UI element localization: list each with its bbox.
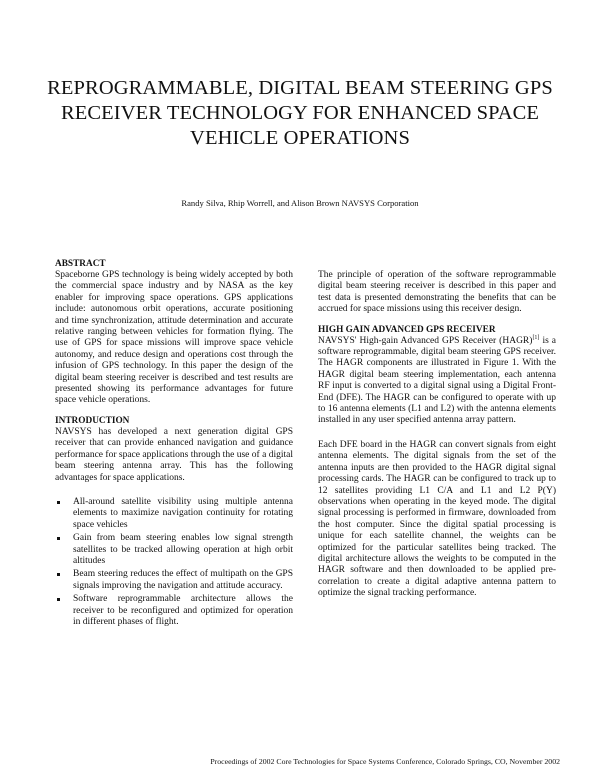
dfe-paragraph: Each DFE board in the HAGR can convert signals from eight antenna elements. The digital signals from the set of the antenna inputs are then provided to the HAGR digital signal processing cards. The HAGR can be configured to track up to 12 satellites providing L1 C/A and L1 and L2 P(Y) observations when operating in the keyed mode. The digital signal processing is performed in firmware, downloaded from the host computer. Since the digital spatial processing is unique for each satellite channel, the weights can be optimized for the particular satellites being tracked. The digital architecture allows the weights to be computed in the HAGR software and then downloaded to be applied pre-correlation to create a digital adaptive antenna pattern to optimize the signal tracking performance. [318, 439, 556, 599]
abstract-paragraph: Spaceborne GPS technology is being widely accepted by both the commercial space industry and by NASA as the key enabler for improving space operations. GPS applications include: autonomous orbit operations, accurate positioning and time synchronization, attitude determination and accurate relative ranging between vehicles for formation flying. The use of GPS for space missions will improve space vehicle autonomy, and reduce design and operations cost through the infusion of GPS technology. In this paper the design of the digital beam steering receiver is described and test results are presented showing its performance advantages for future space vehicle operations. [55, 270, 293, 406]
bullet-icon [57, 573, 60, 576]
page-footer: Proceedings of 2002 Core Technologies for Space Systems Conference, Colorado Springs, CO, November 2002 [210, 757, 560, 766]
hagr-heading: HIGH GAIN ADVANCED GPS RECEIVER [318, 324, 496, 335]
author-line: Randy Silva, Rhip Worrell, and Alison Brown NAVSYS Corporation [181, 198, 419, 208]
introduction-continued-paragraph: The principle of operation of the software reprogrammable digital beam steering receiver is described in this paper and test data is presented demonstrating the benefits that can be accrued for space missions using this receiver design. [318, 270, 556, 315]
right-column [318, 270, 556, 600]
advantages-list [55, 497, 293, 628]
paper-title: REPROGRAMMABLE, DIGITAL BEAM STEERING GPS RECEIVER TECHNOLOGY FOR ENHANCED SPACE VEHICLE OPERATIONS [47, 77, 553, 149]
hagr-text-end: is a software reprogrammable, digital beam steering GPS receiver. The HAGR components are illustrated in Figure 1. With the HAGR digital beam steering implementation, each antenna RF input is converted to a digital signal using a Digital Front-End (DFE). The HAGR can be configured to operate with up to 16 antenna elements (L1 and L2) with the antenna elements installed in any user specified antenna array pattern. [318, 335, 556, 426]
list-item-text: Gain from beam steering enables low signal strength satellites to be tracked allowing operation at high orbit altitudes [73, 533, 293, 566]
bullet-icon [57, 537, 60, 540]
list-item-text: Beam steering reduces the effect of multipath on the GPS signals improving the navigation and attitude accuracy. [73, 569, 293, 591]
abstract-heading: ABSTRACT [55, 259, 106, 269]
list-item [55, 569, 293, 592]
list-item-text: Software reprogrammable architecture allows the receiver to be reconfigured and optimized for operation in different phases of flight. [73, 594, 293, 627]
citation-reference: [1] [532, 334, 540, 341]
bullet-icon [57, 598, 60, 601]
hagr-paragraph [318, 336, 556, 427]
introduction-paragraph: NAVSYS has developed a next generation digital GPS receiver that can provide enhanced navigation and guidance performance for space applications through the use of a digital beam steering antenna array. This has the following advantages for space applications. [55, 426, 293, 483]
list-item [55, 497, 293, 531]
hagr-text-start: NAVSYS' High-gain Advanced GPS Receiver (HAGR) [318, 335, 533, 346]
list-item [55, 594, 293, 628]
list-item-text: All-around satellite visibility using multiple antenna elements to maximize navigation continuity for rotating space vehicles [73, 496, 293, 530]
bullet-icon [57, 501, 60, 504]
list-item [55, 533, 293, 567]
left-column [55, 258, 293, 630]
introduction-heading: INTRODUCTION [55, 415, 130, 426]
